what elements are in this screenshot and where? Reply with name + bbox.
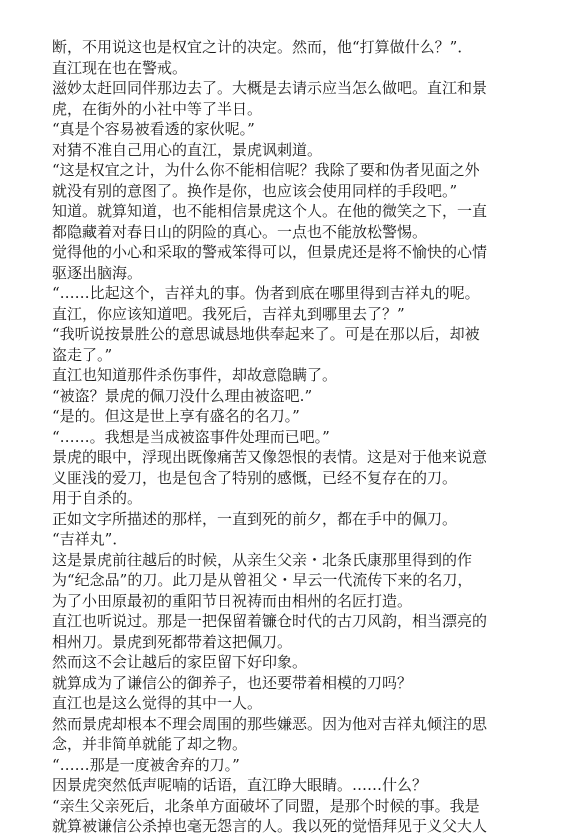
text-line: 直江也知道那件杀伤事件，却故意隐瞒了。 xyxy=(52,366,338,384)
text-line: 直江现在也在警戒。 xyxy=(52,58,188,77)
text-line: 直江，你应该知道吧。我死后，吉祥丸到哪里去了？” xyxy=(52,304,405,323)
text-line: “……。我想是当成被盗事件处理而已吧。” xyxy=(52,427,330,446)
text-line: 然而这不会让越后的家臣留下好印象。 xyxy=(52,653,308,671)
text-line: 就没有别的意图了。换作是你，也应该会使用同样的手段吧。” xyxy=(52,181,458,200)
text-line: “……那是一度被舍弃的刀。” xyxy=(52,755,240,774)
text-line: 用于自杀的。 xyxy=(52,489,143,507)
text-line: 然而景虎却根本不理会周围的那些嫌恶。因为他对吉祥丸倾注的思 xyxy=(52,714,488,733)
text-line: 都隐藏着对春日山的阴险的真心。一点也不能放松警惕。 xyxy=(52,222,428,241)
text-line: 盗走了。” xyxy=(52,345,113,364)
text-line: 对猜不准自己用心的直江，景虎讽刺道。 xyxy=(52,140,323,159)
text-line: “亲生父亲死后，北条单方面破坏了同盟，是那个时候的事。我是 xyxy=(52,796,480,815)
text-line: 景虎的眼中，浮现出既像痛苦又像怨恨的表情。这是对于他来说意 xyxy=(52,448,488,466)
text-line: “是的。但这是世上享有盛名的名刀。” xyxy=(52,407,300,425)
text-line: 为“纪念品”的刀。此刀是从曾祖父・早云一代流传下来的名刀， xyxy=(52,571,473,589)
text-line: “真是个容易被看透的家伙呢。” xyxy=(52,120,255,138)
text-line: 相州刀。景虎到死都带着这把佩刀。 xyxy=(52,632,293,651)
text-line: 就算成为了谦信公的御养子，也还要带着相模的刀吗？ xyxy=(52,673,413,692)
text-line: “被盗？景虎的佩刀没什么理由被盗吧.” xyxy=(52,386,313,405)
text-line: 直江也听说过。那是一把保留着镰仓时代的古刀风韵，相当漂亮的 xyxy=(52,612,488,630)
text-line: 直江也是这么觉得的其中一人。 xyxy=(52,694,263,712)
text-line: “这是权宜之计，为什么你不能相信呢？我除了要和伪者见面之外 xyxy=(52,161,480,179)
text-line: 就算被谦信公杀掉也毫无怨言的人。我以死的觉悟拜见于义父大人 xyxy=(52,817,488,835)
text-line: “我听说按景胜公的意思诚恳地供奉起来了。可是在那以后，却被 xyxy=(52,325,480,343)
text-line: 驱逐出脑海。 xyxy=(52,263,143,282)
text-line: 为了小田原最初的重阳节日祝祷而由相州的名匠打造。 xyxy=(52,591,413,610)
text-line: 断，不用说这也是权宜之计的决定。然而，他“打算做什么？”． xyxy=(52,38,473,56)
text-line: 觉得他的小心和采取的警戒笨得可以，但景虎还是将不愉快的心情 xyxy=(52,243,488,261)
text-line: 正如文字所描述的那样，一直到死的前夕，都在手中的佩刀。 xyxy=(52,509,458,528)
text-line: “吉祥丸”． xyxy=(52,530,128,548)
text-line: 知道。就算知道，也不能相信景虎这个人。在他的微笑之下，一直 xyxy=(52,202,488,220)
text-line: 滋妙太赶回同伴那边去了。大概是去请示应当怎么做吧。直江和景 xyxy=(52,79,488,97)
text-line: 念，并非简单就能了却之物。 xyxy=(52,735,248,753)
text-line: 这是景虎前往越后的时候，从亲生父亲・北条氏康那里得到的作 xyxy=(52,550,473,569)
text-line: “……比起这个，吉祥丸的事。伪者到底在哪里得到吉祥丸的呢。 xyxy=(52,284,480,302)
text-line: 义匪浅的爱刀，也是包含了特别的感慨，已经不复存在的刀。 xyxy=(52,468,458,487)
text-line: 因景虎突然低声呢喃的话语，直江睁大眼睛。……什么？ xyxy=(52,776,428,794)
text-line: 虎，在街外的小社中等了半日。 xyxy=(52,99,263,118)
